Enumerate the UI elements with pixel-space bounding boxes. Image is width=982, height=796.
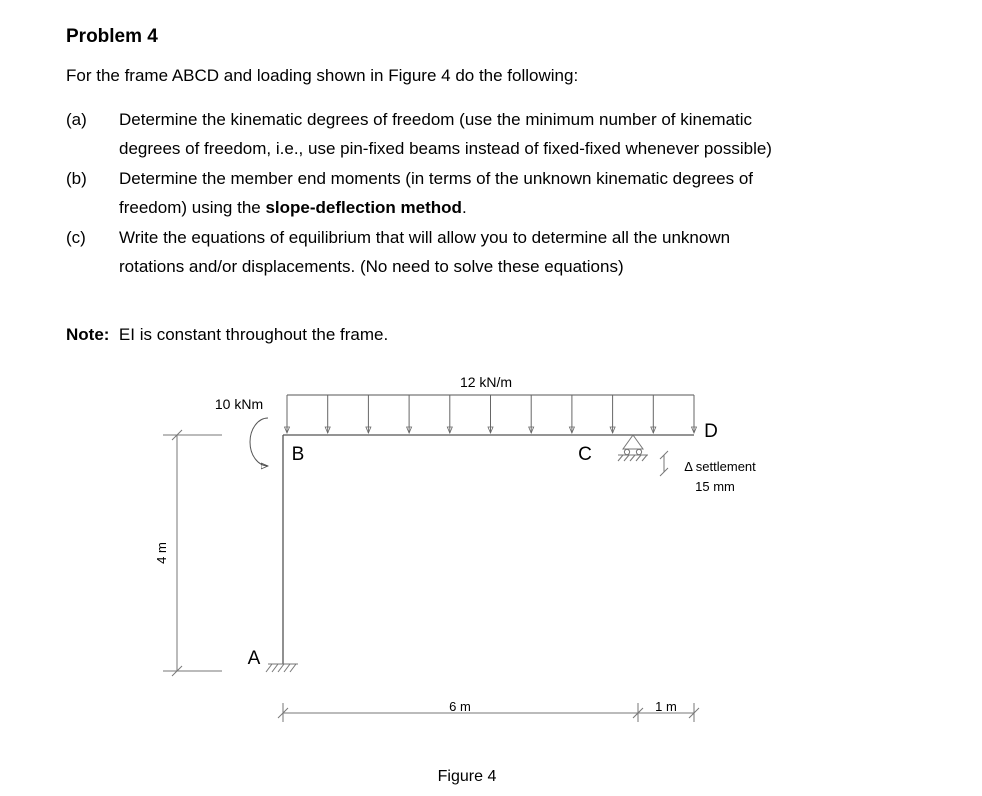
height-dimension-label: 4 m [154, 542, 169, 564]
settlement-label: Δ settlement [684, 459, 756, 474]
span1-dimension-label: 6 m [449, 699, 471, 714]
task-b-method: slope-deflection method [265, 198, 462, 217]
note-label: Note: [66, 325, 110, 344]
node-c-label: C [578, 444, 592, 465]
load-arrows [285, 395, 697, 433]
task-a-line2: degrees of freedom, i.e., use pin-fixed beams instead of fixed-fixed whenever possible) [119, 139, 772, 158]
task-c-line2: rotations and/or displacements. (No need to solve these equations) [119, 257, 624, 276]
problem-title: Problem 4 [66, 26, 158, 47]
figure-caption: Figure 4 [437, 768, 497, 785]
height-dimension [163, 430, 222, 676]
span2-dimension-label: 1 m [655, 699, 677, 714]
settlement-value: 15 mm [695, 479, 735, 494]
task-b-label: (b) [66, 169, 87, 188]
task-a-line1: Determine the kinematic degrees of freedom (use the minimum number of kinematic [119, 110, 753, 129]
distributed-load [285, 395, 697, 433]
task-c-label: (c) [66, 228, 86, 247]
moment-arrow [250, 418, 268, 466]
task-b-line2-suffix: . [461, 198, 467, 217]
task-b-line2-prefix: freedom) using the [119, 198, 266, 217]
settlement-marker [660, 451, 668, 476]
task-c-line1: Write the equations of equilibrium that will allow you to determine all the unknown [119, 228, 731, 247]
task-b-line1: Determine the member end moments (in terms of the unknown kinematic degrees of [119, 169, 754, 188]
fixed-support-a [266, 664, 298, 672]
load-label: 12 kN/m [459, 374, 513, 390]
node-b-label: B [291, 444, 305, 465]
task-a-label: (a) [66, 110, 87, 129]
roller-support-c [618, 435, 648, 461]
span-dimension [278, 703, 699, 722]
node-d-label: D [704, 421, 718, 442]
node-a-label: A [247, 648, 261, 669]
note-text: EI is constant throughout the frame. [118, 325, 389, 344]
problem-intro: For the frame ABCD and loading shown in Figure 4 do the following: [66, 66, 579, 85]
moment-label: 10 kNm [214, 396, 264, 412]
